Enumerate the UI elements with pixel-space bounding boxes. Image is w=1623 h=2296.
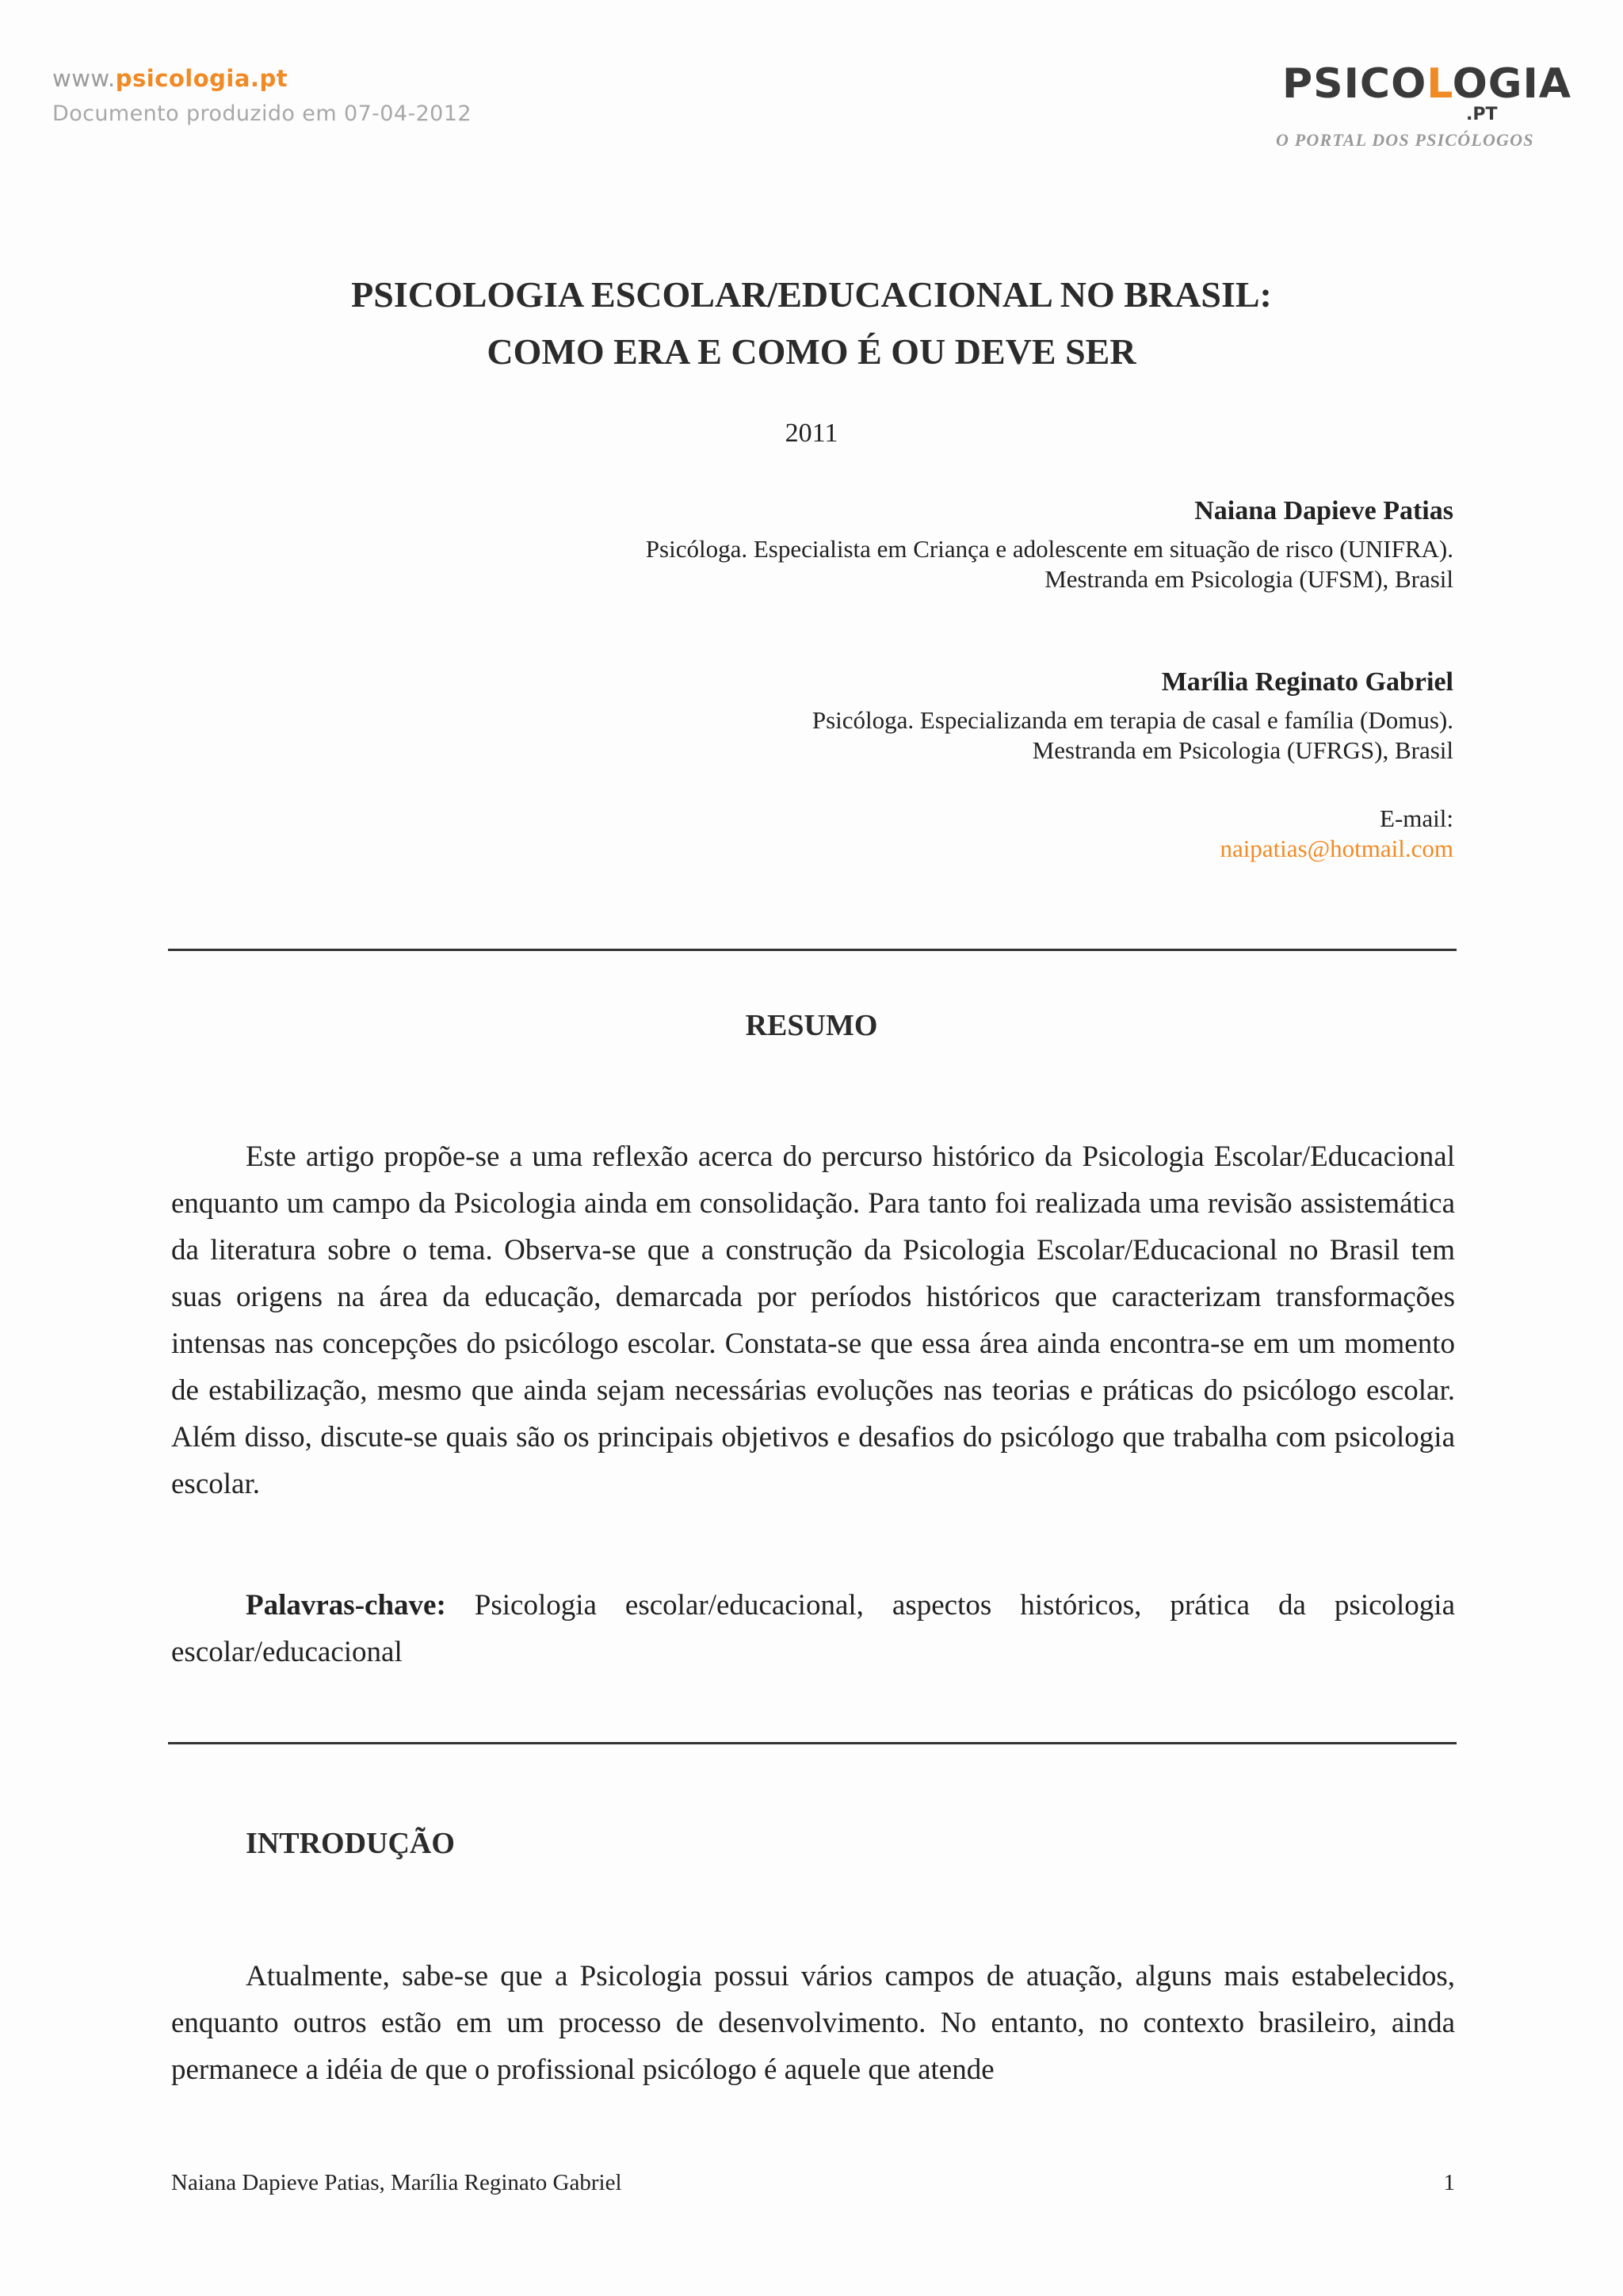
logo-tagline: O PORTAL DOS PSICÓLOGOS xyxy=(1276,130,1534,150)
divider-top xyxy=(168,949,1457,951)
document-title xyxy=(0,266,1623,380)
logo-word-end: OGIA xyxy=(1452,60,1572,108)
site-url-prefix: www. xyxy=(52,65,116,92)
email-label: E-mail: xyxy=(1380,804,1453,832)
publication-year: 2011 xyxy=(785,418,838,448)
author-name: Naiana Dapieve Patias xyxy=(1194,496,1453,525)
keywords-label: Palavras-chave: xyxy=(246,1589,446,1622)
abstract-heading: RESUMO xyxy=(745,1009,878,1042)
author-name: Marília Reginato Gabriel xyxy=(1161,667,1453,697)
author-2 xyxy=(812,667,1453,766)
author-1 xyxy=(646,496,1453,594)
author-credential: Psicóloga. Especializanda em terapia de casal e família (Domus). xyxy=(812,706,1453,734)
logo-word-l: L xyxy=(1426,60,1453,108)
title-line-1: PSICOLOGIA ESCOLAR/EDUCACIONAL NO BRASIL: xyxy=(351,274,1272,315)
logo-suffix: .PT xyxy=(1466,105,1498,124)
divider-bottom xyxy=(168,1742,1457,1744)
document-date: Documento produzido em 07-04-2012 xyxy=(52,101,472,126)
abstract-paragraph: Este artigo propõe-se a uma reflexão acerca do percurso histórico da Psicologia Escolar/Educacional enquanto um campo da Psicologia ainda em consolidação. Para tanto foi realizada uma revisão assistemática da literatura sobre o tema. Observa-se que a construção da Psicologia Escolar/Educacional no Brasil tem suas origens na área da educação, demarcada por períodos históricos que caracterizam transformações intensas nas concepções do psicólogo escolar. Constata-se que essa área ainda encontra-se em um momento de estabilização, mesmo que ainda sejam necessárias evoluções nas teorias e práticas do psicólogo escolar. Além disso, discute-se quais são os principais objetivos e desafios do psicólogo que trabalha com psicologia escolar. xyxy=(171,1140,1455,1500)
page-footer xyxy=(171,2170,1455,2196)
title-line-2: COMO ERA E COMO É OU DEVE SER xyxy=(487,331,1136,372)
logo-wordmark xyxy=(1282,60,1571,108)
introduction-heading: INTRODUÇÃO xyxy=(246,1827,455,1860)
author-affiliation: Mestranda em Psicologia (UFSM), Brasil xyxy=(1044,565,1453,593)
contact-block xyxy=(1220,804,1453,864)
email-link[interactable]: naipatias@hotmail.com xyxy=(1220,835,1453,862)
logo-word-start: PSICO xyxy=(1282,60,1427,108)
site-url[interactable] xyxy=(52,65,472,92)
introduction-paragraph: Atualmente, sabe-se que a Psicologia possui vários campos de atuação, alguns mais estabelecidos, enquanto outros estão em um processo de desenvolvimento. No entanto, no contexto brasileiro, ainda permanece a idéia de que o profissional psicólogo é aquele que atende xyxy=(171,1960,1455,2086)
page-number: 1 xyxy=(1443,2170,1455,2195)
author-credential: Psicóloga. Especialista em Criança e adolescente em situação de risco (UNIFRA). xyxy=(645,535,1453,563)
keywords-text: Psicologia escolar/educacional, aspectos históricos, prática da psicologia escolar/educacional xyxy=(171,1589,1455,1668)
site-header xyxy=(52,65,472,126)
keywords-paragraph xyxy=(171,1582,1455,1675)
footer-authors: Naiana Dapieve Patias, Marília Reginato Gabriel xyxy=(171,2170,622,2195)
psicologia-logo[interactable] xyxy=(1276,60,1572,155)
author-affiliation: Mestranda em Psicologia (UFRGS), Brasil xyxy=(1032,736,1453,764)
site-url-domain: psicologia.pt xyxy=(115,65,288,92)
